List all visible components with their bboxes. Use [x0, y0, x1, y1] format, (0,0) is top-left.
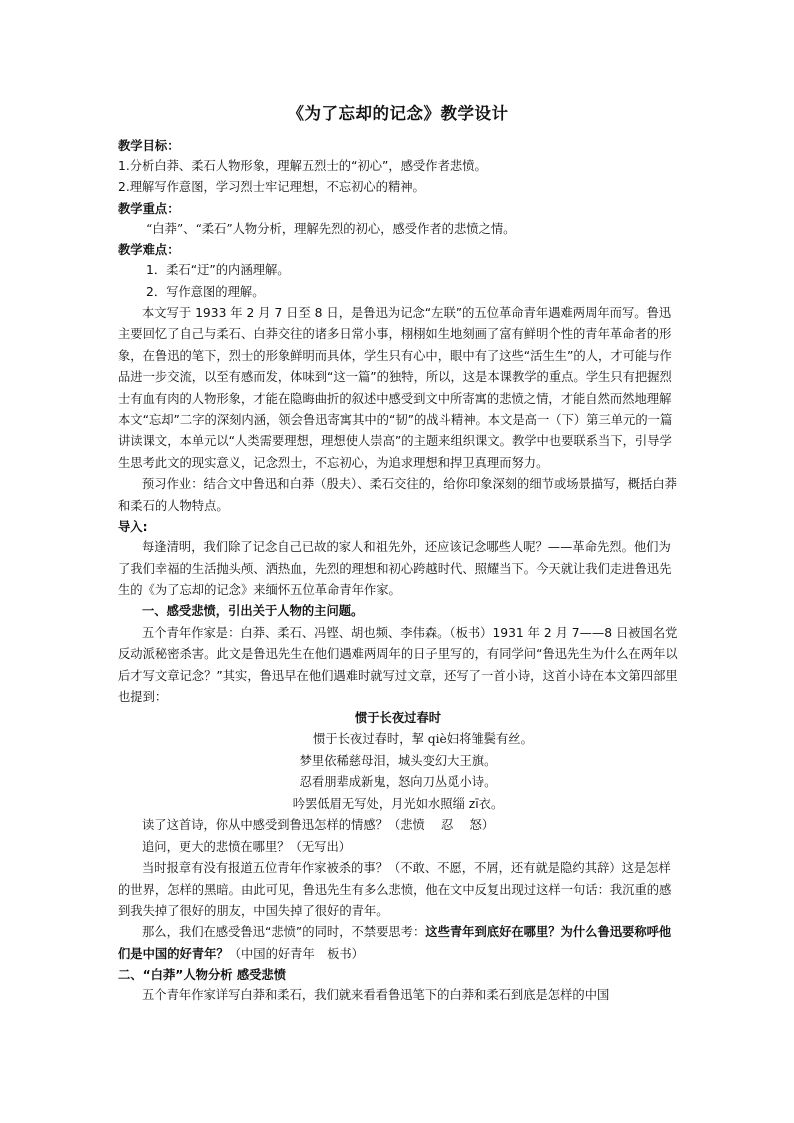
section-1-heading: 一、感受悲愤，引出关于人物的主问题。	[142, 604, 364, 619]
lead-in-heading: 导入:	[118, 520, 148, 535]
poem-line-3: 忍看朋辈成新鬼，怒向刀丛觅小诗。	[299, 775, 497, 790]
question-3: 当时报章有没有报道五位青年作家被杀的事？（不敢、不愿，不屑，还有就是隐约其辞）这是怎样的世界，怎样的黑暗。由此可见，鲁迅先生有多么悲愤，他在文中反复出现过这样一句话：我沉重的感到我失掉了很好的朋友，中国失掉了很好的青年。	[118, 861, 672, 918]
question-2: 追问，更大的悲愤在哪里？（无写出）	[142, 839, 352, 854]
document-page	[118, 100, 678, 1007]
question-4-key-question: 这些青年到底好在哪里？为什么鲁迅要称呼他们是中国的好青年？	[118, 925, 672, 961]
difficulty-1: 1．柔石“迂”的内涵理解。	[146, 263, 290, 278]
question-4-board-note: （中国的好青年 板书）	[228, 946, 364, 961]
poem-line-2: 梦里依稀慈母泪，城头变幻大王旗。	[299, 753, 497, 768]
homework-paragraph: 预习作业：结合文中鲁迅和白莽（殷夫）、柔石交往的，给你印象深刻的细节或场景描写，概括白莽和柔石的人物特点。	[118, 477, 677, 513]
goals-heading: 教学目标：	[118, 139, 180, 153]
key-points-text: “白莽”、“柔石”人物分析，理解先烈的初心，感受作者的悲愤之情。	[146, 221, 516, 236]
intro-paragraph: 本文写于 1933 年 2 月 7 日至 8 日，是鲁迅为记念“左联”的五位革命青年遇难两周年而写。鲁迅主要回忆了自己与柔石、白莽交往的诸多日常小事，栩栩如生地刻画了富有鲜明个性的青年革命者的形象，在鲁迅的笔下，烈士的形象鲜明而具体，学生只有心中，眼中有了这些“活生生”的人，才可能与作品进一步交流，以至有感而发，体味到“这一篇”的独特，所以，这是本课教学的重点。学生只有把握烈士有血有肉的人物形象，才能在隐晦曲折的叙述中感受到文中所寄寓的悲愤之情，才能自然而然地理解本文“忘却”二字的深刻内涵，领会鲁迅寄寓其中的“韧”的战斗精神。本文是高一（下）第三单元的一篇讲读课文，本单元以“人类需要理想，理想使人崇高”的主题来组织课文。教学中也要联系当下，引导学生思考此文的现实意义，记念烈士，不忘初心，为追求理想和捍卫真理而努力。	[118, 306, 673, 470]
poem-title: 惯于长夜过春时	[354, 711, 442, 726]
goal-2: 2.理解写作意图，学习烈士牢记理想，不忘初心的精神。	[118, 180, 425, 195]
document-title: 《为了忘却的记念》教学设计	[287, 104, 509, 123]
question-4-lead: 那么，我们在感受鲁迅“悲愤”的同时，不禁要思考：	[142, 925, 426, 940]
difficulty-2: 2．写作意图的理解。	[146, 284, 265, 299]
poem-line-1: 惯于长夜过春时，挈 qiè妇将雏鬓有丝。	[313, 732, 533, 747]
difficulties-heading: 教学难点：	[118, 243, 180, 258]
lead-in-paragraph: 每逢清明，我们除了记念自己已故的家人和祖先外，还应该记念哪些人呢？——革命先烈。他们为了我们幸福的生活抛头颅、洒热血，先烈的理想和初心跨越时代、照耀当下。今天就让我们走进鲁迅先生的《为了忘却的记念》来缅怀五位革命青年作家。	[118, 540, 672, 597]
goal-1: 1.分析白莽、柔石人物形象，理解五烈士的“初心”，感受作者悲愤。	[118, 159, 487, 173]
key-points-heading: 教学重点：	[118, 201, 180, 216]
section-1-paragraph: 五个青年作家是：白莽、柔石、冯铿、胡也频、李伟森。（板书）1931 年 2 月 7——8 日被国名党反动派秘密杀害。此文是鲁迅先生在他们遇难两周年的日子里写的，有同学问“鲁迅先生为什么在两年以后才写文章记念？”其实，鲁迅早在他们遇难时就写过文章，还写了一首小诗，这首小诗在本文第四部里也提到：	[118, 625, 678, 704]
section-2-heading: 二、“白莽”人物分析 感受悲愤	[118, 968, 287, 983]
question-4	[118, 922, 678, 965]
section-2-paragraph: 五个青年作家详写白莽和柔石，我们就来看看鲁迅笔下的白莽和柔石到底是怎样的中国	[142, 988, 610, 1003]
question-1: 读了这首诗，你从中感受到鲁迅怎样的情感？（悲愤 忍 怒）	[142, 818, 495, 833]
poem-line-4: 吟罢低眉无写处，月光如水照缁 zī衣。	[292, 796, 504, 811]
